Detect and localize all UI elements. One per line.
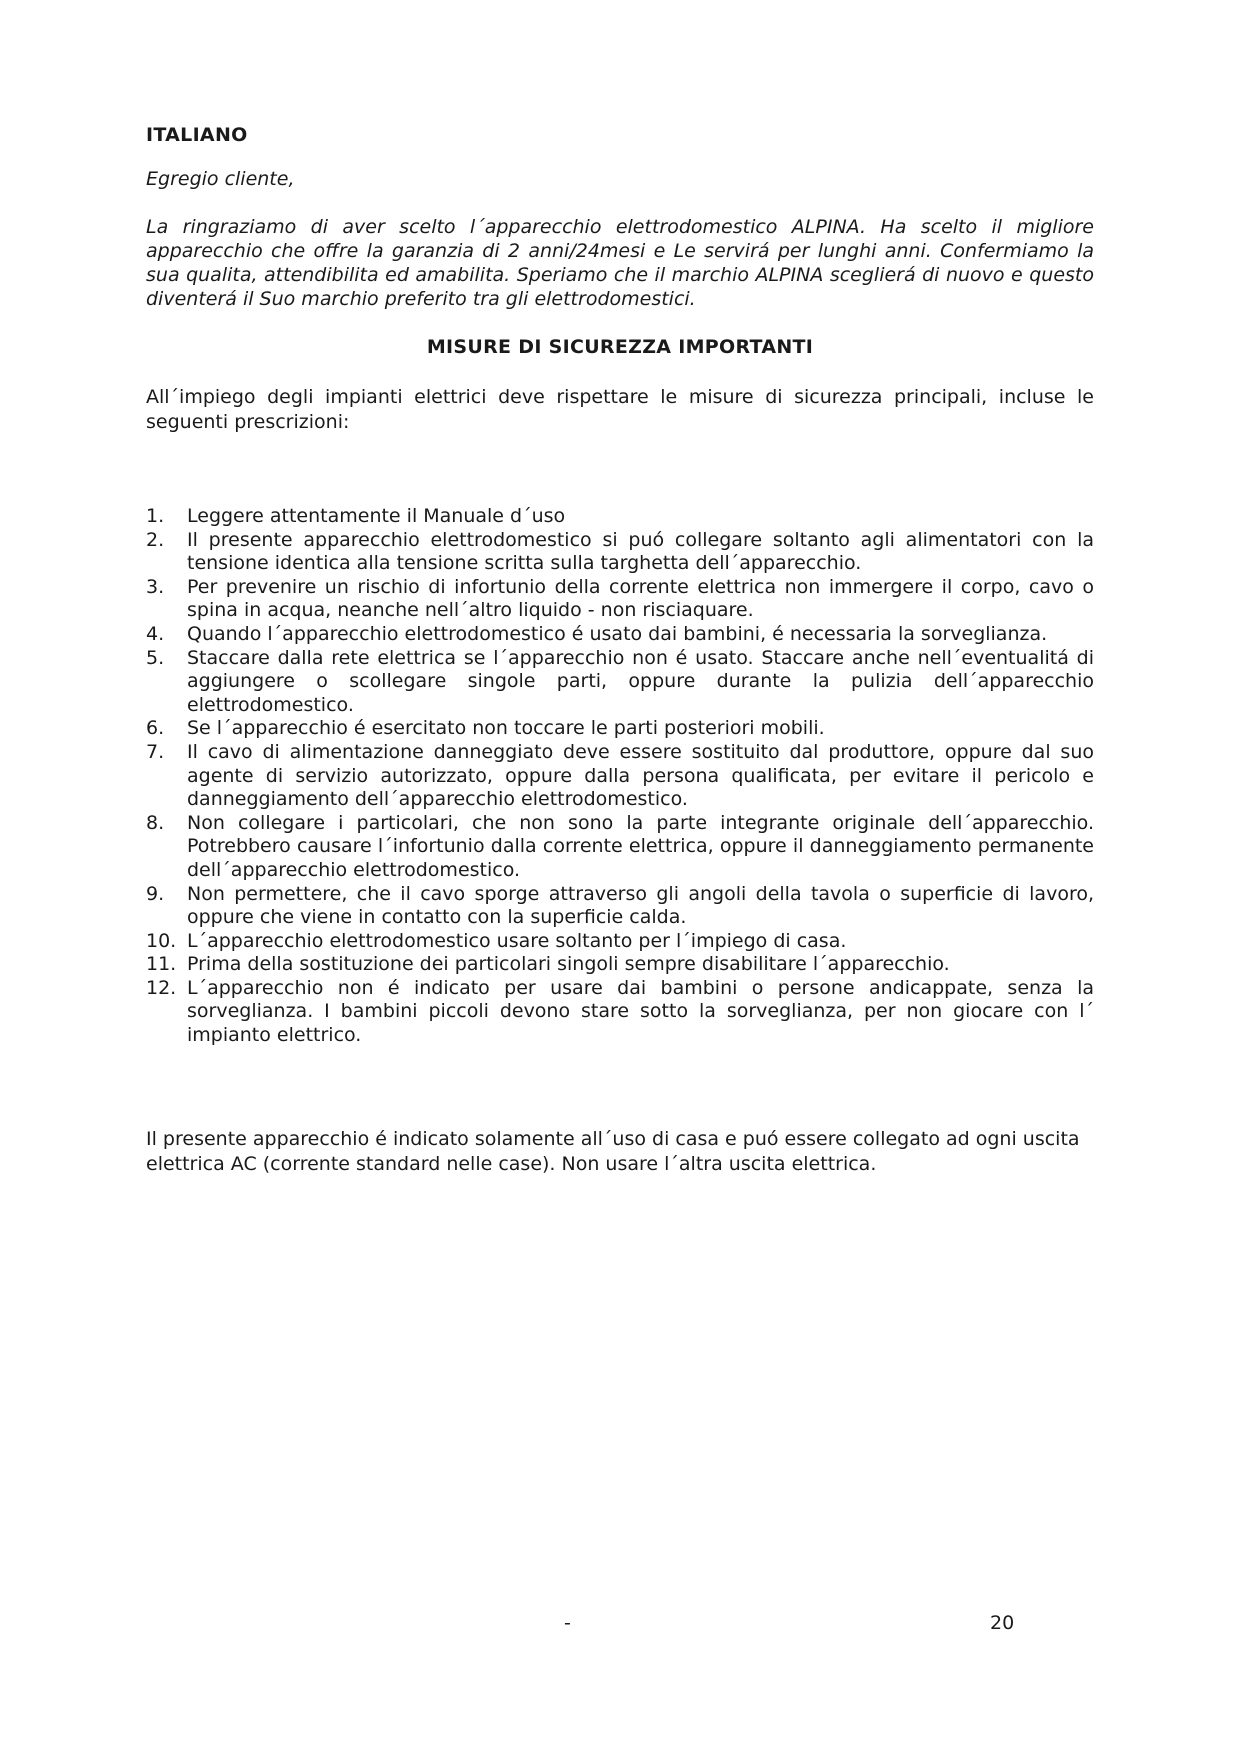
preface-paragraph: All´impiego degli impianti elettrici deve rispettare le misure di sicurezza principali, incluse le seguenti prescrizioni: bbox=[146, 386, 1094, 433]
list-item bbox=[146, 529, 1094, 576]
list-item-number: 8. bbox=[146, 811, 165, 834]
list-item bbox=[146, 717, 1094, 741]
list-item-text: Per prevenire un rischio di infortunio della corrente elettrica non immergere il corpo, cavo o spina in acqua, neanche nell´altro liquido - non risciaquare. bbox=[187, 575, 1094, 622]
greeting: Egregio cliente, bbox=[146, 168, 295, 190]
footer-dash: - bbox=[564, 1612, 571, 1634]
list-item-text: Staccare dalla rete elettrica se l´apparecchio non é usato. Staccare anche nell´eventualitá di aggiungere o scollegare singole parti, oppure durante la pulizia dell´apparecchio elettrodomestico. bbox=[187, 646, 1094, 716]
list-item-text: Non collegare i particolari, che non sono la parte integrante originale dell´apparecchio. Potrebbero causare l´infortunio dalla corrente elettrica, oppure il danneggiamento permanente dell´apparecchio elettrodomestico. bbox=[187, 811, 1094, 881]
list-item-text: Se l´apparecchio é esercitato non toccare le parti posteriori mobili. bbox=[187, 717, 825, 740]
list-item bbox=[146, 623, 1094, 647]
list-item-number: 5. bbox=[146, 646, 165, 669]
list-item-number: 6. bbox=[146, 717, 165, 740]
list-item-number: 1. bbox=[146, 505, 165, 527]
list-item bbox=[146, 647, 1094, 718]
list-item-number: 3. bbox=[146, 575, 165, 598]
list-item bbox=[146, 741, 1094, 812]
section-title: MISURE DI SICUREZZA IMPORTANTI bbox=[426, 336, 814, 358]
list-item-number: 4. bbox=[146, 622, 165, 645]
list-item bbox=[146, 812, 1094, 883]
closing-paragraph: Il presente apparecchio é indicato solamente all´uso di casa e puó essere collegato ad ogni uscita elettrica AC (corrente standard nelle case). Non usare l´altra uscita elettrica. bbox=[146, 1128, 1080, 1175]
list-item-number: 7. bbox=[146, 740, 165, 763]
list-item bbox=[146, 505, 1094, 529]
list-item-number: 2. bbox=[146, 528, 165, 551]
list-item-text: Prima della sostituzione dei particolari singoli sempre disabilitare l´apparecchio. bbox=[187, 953, 950, 976]
list-item bbox=[146, 977, 1094, 1048]
list-item-text: Leggere attentamente il Manuale d´uso bbox=[187, 505, 566, 527]
list-item-number: 11. bbox=[146, 953, 177, 976]
list-item-number: 10. bbox=[146, 929, 177, 952]
page-number: 20 bbox=[990, 1612, 1015, 1634]
list-item-text: L´apparecchio elettrodomestico usare soltanto per l´impiego di casa. bbox=[187, 929, 847, 952]
list-item-number: 9. bbox=[146, 882, 165, 905]
list-item-text: Non permettere, che il cavo sporge attraverso gli angoli della tavola o superficie di lavoro, oppure che viene in contatto con la superficie calda. bbox=[187, 882, 1094, 929]
list-item-number: 12. bbox=[146, 976, 177, 999]
list-item-text: L´apparecchio non é indicato per usare dai bambini o persone andicappate, senza la sorveglianza. I bambini piccoli devono stare sotto la sorveglianza, per non giocare con l´ impianto elettrico. bbox=[187, 976, 1094, 1047]
list-item bbox=[146, 930, 1094, 954]
list-item-text: Il cavo di alimentazione danneggiato deve essere sostituito dal produttore, oppure dal suo agente di servizio autorizzato, oppure dalla persona qualificata, per evitare il pericolo e danneggiamento dell´apparecchio elettrodomestico. bbox=[187, 740, 1094, 811]
intro-paragraph: La ringraziamo di aver scelto l´apparecchio elettrodomestico ALPINA. Ha scelto il migliore apparecchio che offre la garanzia di 2 anni/24mesi e Le servirá per lunghi anni. Confermiamo la sua qualita, attendibilita ed amabilita. Speriamo che il marchio ALPINA sceglierá di nuovo e questo diventerá il Suo marchio preferito tra gli elettrodomestici. bbox=[146, 216, 1094, 310]
list-item-text: Il presente apparecchio elettrodomestico si puó collegare soltanto agli alimentatori con la tensione identica alla tensione scritta sulla targhetta dell´apparecchio. bbox=[187, 528, 1094, 575]
language-heading: ITALIANO bbox=[146, 124, 248, 146]
list-item bbox=[146, 883, 1094, 930]
list-item bbox=[146, 953, 1094, 977]
list-item-text: Quando l´apparecchio elettrodomestico é usato dai bambini, é necessaria la sorveglianza. bbox=[187, 622, 1048, 645]
list-item bbox=[146, 576, 1094, 623]
safety-rules-list bbox=[146, 505, 1094, 1048]
